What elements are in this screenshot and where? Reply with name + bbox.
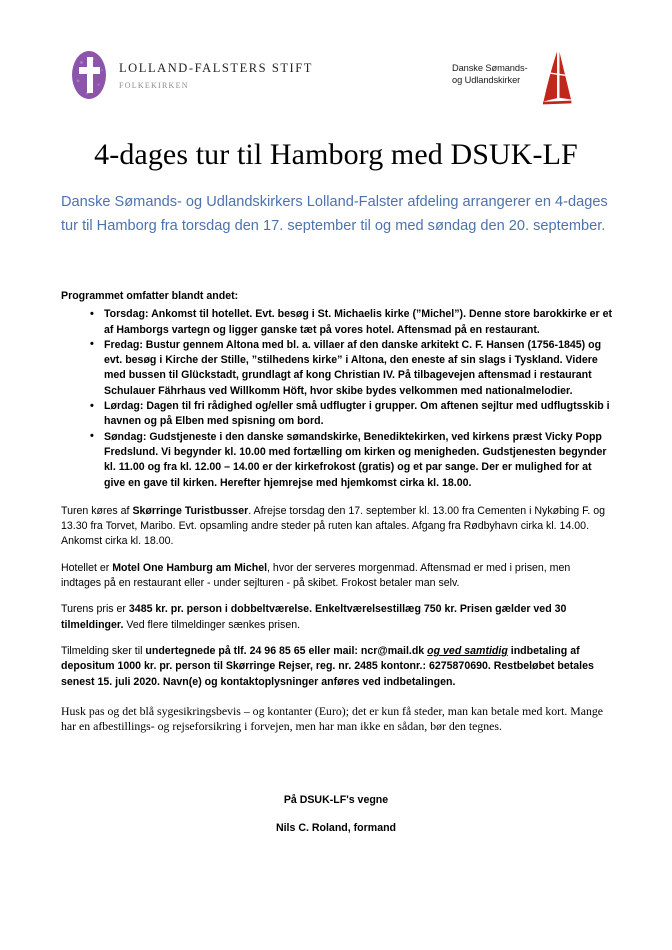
stift-wordmark — [119, 60, 313, 90]
transport-text-2: . Afrejse torsdag den 17. september kl. 13.00 fra Cementen i Nykøbing F. og 13.30 fra Torvet, Maribo. Evt. opsamling andre steder på ruten kan aftales. Afgang fra Rødbyhavn cirka kl. 14.00. Ankomst cirka kl. 18.00. — [61, 504, 606, 548]
cross-horizontal-bar — [79, 67, 100, 74]
signup-paragraph — [61, 644, 613, 690]
signup-contact: undertegnede på tlf. 24 96 85 65 eller mail: ncr@mail.dk — [145, 644, 428, 657]
transport-company: Skørringe Turistbusser — [132, 504, 249, 517]
danske-soemands-og-udlandskirker-logo — [452, 49, 572, 107]
signature-line-1: På DSUK-LF's vegne — [283, 794, 389, 806]
dsuk-line-1: Danske Sømands- — [452, 63, 528, 73]
price-text-2: Ved flere tilmeldinger sænkes prisen. — [123, 618, 301, 631]
program-list — [61, 307, 613, 491]
list-item: • Lørdag: Dagen til fri rådighed og/eller små udflugter i grupper. Om aftenen sejltur med udflugtsskib i havnen og på Elben med spisning om bord. — [61, 399, 613, 430]
stift-subtitle: FOLKEKIRKEN — [119, 80, 189, 90]
price-paragraph — [61, 602, 613, 633]
hotel-text-2: , hvor der serveres morgenmad. Aftensmad er med i prisen, men indtages på en restaurant eller - under sejlturen - på skibet. Frokost betaler man selv. — [61, 561, 571, 590]
price-amount: 3485 kr. pr. person i dobbeltværelse. Enkeltværelsestillæg 750 kr. Prisen gælder ved 30 tilmeldinger. — [61, 603, 567, 631]
intro-paragraph: Danske Sømands- og Udlandskirkers Lolland-Falster afdeling arrangerer en 4-dages tur til Hamborg fra torsdag den 17. september til og med søndag den 20. september. — [61, 194, 608, 234]
dsuk-wordmark — [452, 49, 528, 87]
page-title: 4-dages tur til Hamborg med DSUK-LF — [94, 138, 578, 171]
transport-paragraph — [61, 504, 613, 550]
document-header — [0, 45, 672, 107]
signup-text-1: Tilmelding sker til — [61, 644, 146, 657]
cross-vertical-bar — [87, 57, 94, 93]
hotel-text-1: Hotellet er — [61, 561, 113, 574]
price-text-1: Turens pris er — [61, 603, 129, 616]
program-lead: Programmet omfatter blandt andet: — [61, 290, 239, 302]
list-item: • Fredag: Bustur gennem Altona med bl. a. villaer af den danske arkitekt C. F. Hansen (1756-1845) og evt. besøg i Kirche der Stille, ”stilhedens kirke” i Altona, den eneste af sin slags i Tyskland. Videre med bussen til Glückstadt, grundlagt af kong Christian IV. På tilbagevejen aftensmad i restaurant Schulauer Fährhaus ved Willkomm Höft, hvor skibe bydes velkommen med nationalmelodier. — [61, 338, 613, 399]
hotel-paragraph — [61, 561, 613, 592]
cross-in-circle-icon — [72, 51, 106, 99]
signature-line-2: Nils C. Roland, formand — [275, 822, 397, 834]
transport-text-1: Turen køres af — [61, 504, 133, 517]
hotel-name: Motel One Hamburg am Michel — [112, 561, 268, 574]
dsuk-line-2: og Udlandskirker — [452, 75, 521, 86]
signup-emphasis: og ved samtidig — [427, 644, 508, 657]
travel-note-paragraph: Husk pas og det blå sygesikringsbevis – og kontanter (Euro); det er kun få steder, man kan betale med kort. Mange har en afbestillings- og rejseforsikring i forvejen, men har man ikke en sådan, bør den tegnes. — [61, 703, 604, 734]
list-item: • Torsdag: Ankomst til hotellet. Evt. besøg i St. Michaelis kirke (”Michel”). Denne store barokkirke er et af Hamborgs vartegn og ligger ganske tæt på vores hotel. Aftensmad på en restaurant. — [61, 307, 613, 338]
stift-name: LOLLAND-FALSTERS STIFT — [119, 61, 313, 76]
signup-payment: indbetaling af depositum 1000 kr. pr. person til Skørringe Rejser, reg. nr. 2485 kontonr.: 6275870690. Restbeløbet betales senest 15. juli 2020. Navn(e) og kontaktoplysninger anføres ved indbetalingen. — [61, 644, 594, 688]
list-item: • Søndag: Gudstjeneste i den danske sømandskirke, Benediktekirken, ved kirkens præst Vicky Popp Fredslund. Vi begynder kl. 10.00 med fortælling om kirken og menigheden. Gudstjenesten begynder kl. 11.00 og fra kl. 12.00 – 14.00 er der kirkefrokost (gratis) og et par sange. Der er mulighed for at give en gave til kirken. Herefter hjemrejse med hjemkomst cirka kl. 18.00. — [61, 430, 613, 491]
document-body — [61, 289, 613, 735]
sail-with-cross-icon — [530, 49, 572, 107]
lolland-falsters-stift-logo — [72, 51, 313, 99]
